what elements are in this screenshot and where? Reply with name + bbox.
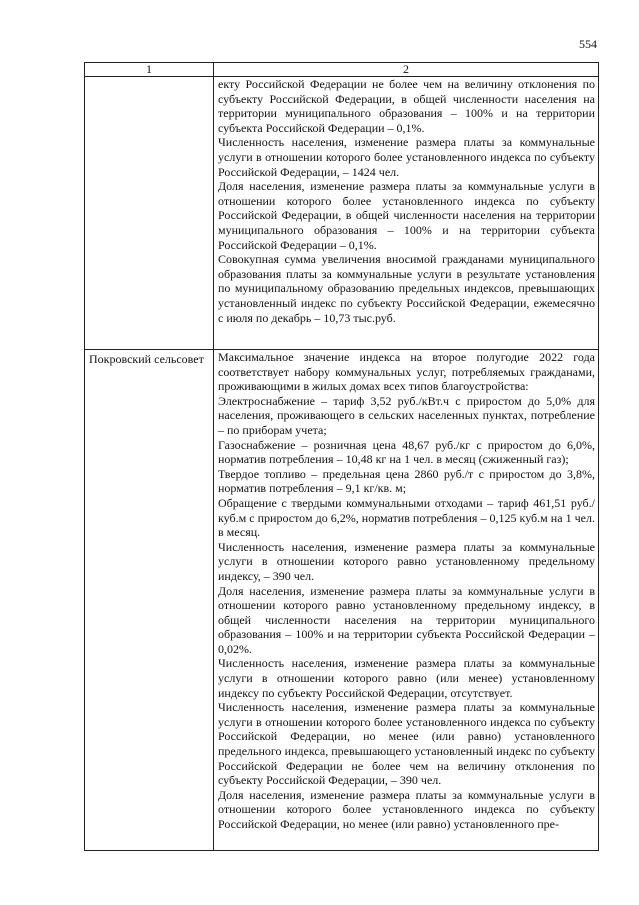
- table-header-row: [85, 63, 599, 77]
- description-cell: [214, 77, 599, 350]
- paragraph: Газоснабжение – розничная цена 48,67 руб./кг с приростом до 6,0%, норматив потребления – 10,48 кг на 1 чел. в месяц (сжиженный газ);: [218, 437, 595, 467]
- column-header-2: 2: [214, 63, 599, 77]
- paragraph: Электроснабжение – тариф 3,52 руб./кВт.ч с приростом до 5,0% для населения, проживающего в сельских населенных пунктах, потребление – по приборам учета;: [218, 393, 595, 437]
- table-row: [85, 350, 599, 851]
- paragraph: Численность населения, изменение размера платы за коммунальные услуги в отношении которого равно (или менее) установленному индексу по субъекту Российской Федерации, отсутствует.: [218, 656, 595, 700]
- paragraph: Твердое топливо – предельная цена 2860 руб./т с приростом до 3,8%, норматив потребления – 9,1 кг/кв. м;: [218, 466, 595, 496]
- paragraph: Обращение с твердыми коммунальными отходами – тариф 461,51 руб./куб.м с приростом до 6,2%, норматив потребления – 0,125 куб.м на 1 чел. в месяц.: [218, 495, 595, 540]
- paragraph: Численность населения, изменение размера платы за коммунальные услуги в отношении которого более установленного индекса по субъекту Российской Федерации, – 1424 чел.: [218, 135, 595, 179]
- paragraph: Максимальное значение индекса на второе полугодие 2022 года соответствует набору коммунальных услуг, потребляемых гражданами, проживающими в жилых домах всех типов благоустройства:: [218, 350, 595, 394]
- paragraph: Доля населения, изменение размера платы за коммунальные услуги в отношении которого равно установленному предельному индексу, в общей численности населения на территории муниципального образования – 100% и на территории субъекта Российской Федерации – 0,02%.: [218, 583, 595, 656]
- table-row: [85, 77, 599, 350]
- paragraph: Совокупная сумма увеличения вносимой гражданами муниципального образования платы за коммунальные услуги в результате установления по муниципальному образованию предельных индексов, превышающих установленный индекс по субъекту Российской Федерации, ежемесячно с июля по декабрь – 10,73 тыс.руб.: [218, 252, 595, 325]
- municipality-cell: [85, 77, 214, 350]
- paragraph: Доля населения, изменение размера платы за коммунальные услуги в отношении которого более установленного индекса по субъекту Российской Федерации, в общей численности населения на территории муниципального образования – 100% и на территории субъекта Российской Федерации – 0,1%.: [218, 179, 595, 252]
- document-table: [84, 62, 599, 851]
- page-number: 554: [579, 37, 597, 51]
- column-header-1: 1: [85, 63, 214, 77]
- municipality-cell: Покровский сельсовет: [85, 350, 214, 851]
- description-cell: [214, 350, 599, 851]
- paragraph: Доля населения, изменение размера платы за коммунальные услуги в отношении которого более установленного индекса по субъекту Российской Федерации, но менее (или равно) установленного пре-: [218, 787, 595, 831]
- paragraph: екту Российской Федерации не более чем на величину отклонения по субъекту Российской Федерации, в общей численности населения на территории муниципального образования – 100% и на территории субъекта Российской Федерации – 0,1%.: [218, 77, 595, 135]
- paragraph: Численность населения, изменение размера платы за коммунальные услуги в отношении которого равно установленному предельному индексу, – 390 чел.: [218, 539, 595, 583]
- paragraph: Численность населения, изменение размера платы за коммунальные услуги в отношении которого более установленного индекса по субъекту Российской Федерации, но менее (или равно) установленного предельного индекса, превышающего установленный индекс по субъекту Российской Федерации не более чем на величину отклонения по субъекту Российской Федерации, – 390 чел.: [218, 700, 595, 788]
